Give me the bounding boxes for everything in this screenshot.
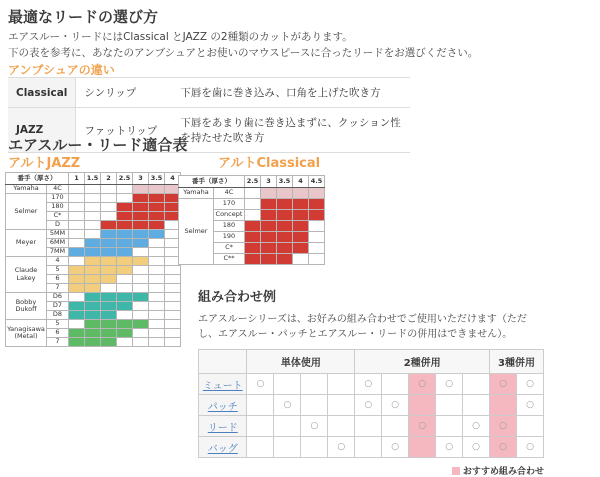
model-cell: 5MM <box>47 230 69 239</box>
compat-empty-cell <box>149 266 165 275</box>
combo-row-label-cell <box>199 395 247 416</box>
compat-empty-cell <box>69 203 85 212</box>
compat-filled-cell <box>245 243 261 254</box>
combo-empty-cell <box>328 395 355 416</box>
combo-empty-cell <box>247 395 274 416</box>
compat-empty-cell <box>69 221 85 230</box>
combo-group-header: 単体使用 <box>247 350 355 374</box>
compat-header-row <box>179 176 325 188</box>
compat-filled-cell <box>85 248 101 257</box>
compat-empty-cell <box>149 239 165 248</box>
availability-mark-cell: ○ <box>247 374 274 395</box>
compat-empty-cell <box>117 338 133 347</box>
combination-section <box>198 286 544 477</box>
compat-filled-cell <box>117 203 133 212</box>
compat-filled-cell <box>101 275 117 284</box>
combo-empty-cell <box>436 416 463 437</box>
combo-empty-cell <box>463 374 490 395</box>
compat-filled-cell <box>117 248 133 257</box>
brand-cell: Yamaha <box>6 185 47 194</box>
combo-row <box>199 437 544 458</box>
compat-filled-cell <box>85 284 101 293</box>
compat-filled-cell <box>277 199 293 210</box>
style-name-cell: JAZZ <box>8 108 76 153</box>
compat-filled-cell <box>117 293 133 302</box>
compat-filled-cell <box>133 230 149 239</box>
compat-filled-cell <box>69 311 85 320</box>
compat-filled-cell <box>261 232 277 243</box>
model-cell: 170 <box>47 194 69 203</box>
compat-filled-cell <box>149 230 165 239</box>
compat-filled-cell <box>117 239 133 248</box>
compat-empty-cell <box>309 221 325 232</box>
compat-empty-cell <box>69 320 85 329</box>
compat-empty-cell <box>101 185 117 194</box>
compat-empty-cell <box>133 338 149 347</box>
compat-filled-cell <box>293 243 309 254</box>
compat-row <box>6 320 181 329</box>
combo-row-link[interactable]: リード <box>207 422 238 434</box>
model-cell: C* <box>214 243 245 254</box>
compat-empty-cell <box>309 254 325 265</box>
compat-empty-cell <box>69 185 85 194</box>
compat-empty-cell <box>149 302 165 311</box>
compat-empty-cell <box>149 248 165 257</box>
intro-text <box>8 30 478 62</box>
strength-column-header: 3 <box>261 176 277 188</box>
compat-filled-cell <box>85 311 101 320</box>
compat-empty-cell <box>133 248 149 257</box>
compat-filled-cell <box>117 302 133 311</box>
alto-jazz-heading: アルトJAZZ <box>8 156 81 171</box>
compat-empty-cell <box>165 338 181 347</box>
combo-empty-cell <box>355 437 382 458</box>
compat-filled-cell <box>133 185 149 194</box>
compat-empty-cell <box>165 275 181 284</box>
compat-filled-cell <box>293 221 309 232</box>
compat-filled-cell <box>133 257 149 266</box>
compat-filled-cell <box>101 266 117 275</box>
compat-filled-cell <box>277 221 293 232</box>
combo-empty-cell <box>247 416 274 437</box>
compat-empty-cell <box>165 320 181 329</box>
combination-heading: 組み合わせ例 <box>198 290 277 305</box>
brand-cell: Yamaha <box>179 188 214 199</box>
compat-empty-cell <box>101 203 117 212</box>
legend <box>198 464 544 477</box>
availability-mark-cell: ○ <box>517 395 544 416</box>
combo-empty-cell <box>301 437 328 458</box>
compat-filled-cell <box>261 243 277 254</box>
compat-filled-cell <box>261 221 277 232</box>
description-cell: 下唇をあまり歯に巻き込まずに、クッション性を持たせた吹き方 <box>172 108 410 153</box>
compat-filled-cell <box>261 188 277 199</box>
recommended-swatch <box>452 467 460 475</box>
legend-label: おすすめ組み合わせ <box>462 467 544 477</box>
model-cell: 4C <box>47 185 69 194</box>
compat-filled-cell <box>133 203 149 212</box>
compat-filled-cell <box>261 199 277 210</box>
compat-filled-cell <box>85 275 101 284</box>
compat-filled-cell <box>117 230 133 239</box>
combo-row-label-cell <box>199 416 247 437</box>
compat-filled-cell <box>69 302 85 311</box>
compat-header-row <box>6 173 181 185</box>
compat-empty-cell <box>133 302 149 311</box>
compat-empty-cell <box>149 293 165 302</box>
model-cell: 4C <box>214 188 245 199</box>
compat-header <box>179 176 325 188</box>
compat-filled-cell <box>133 239 149 248</box>
availability-mark-cell: ○ <box>409 374 436 395</box>
compat-empty-cell <box>149 311 165 320</box>
strength-column-header: 2 <box>101 173 117 185</box>
availability-mark-cell: ○ <box>301 416 328 437</box>
compat-empty-cell <box>309 232 325 243</box>
alto-classical-heading: アルトClassical <box>218 156 321 171</box>
compat-filled-cell <box>117 329 133 338</box>
compat-empty-cell <box>117 194 133 203</box>
availability-mark-cell: ○ <box>382 395 409 416</box>
compat-filled-cell <box>69 329 85 338</box>
compat-filled-cell <box>117 257 133 266</box>
compat-filled-cell <box>245 232 261 243</box>
compat-empty-cell <box>149 284 165 293</box>
combo-row-link[interactable]: パッチ <box>207 401 238 413</box>
brand-cell: Claude Lakey <box>6 257 47 293</box>
compat-empty-cell <box>133 311 149 320</box>
availability-mark-cell: ○ <box>274 395 301 416</box>
availability-mark-cell: ○ <box>463 416 490 437</box>
compat-filled-cell <box>85 257 101 266</box>
compat-empty-cell <box>245 199 261 210</box>
model-cell: D7 <box>47 302 69 311</box>
compat-filled-cell <box>245 221 261 232</box>
combination-note: エアスルーシリーズは、お好みの組み合わせでご使用いただけます（ただし、エアスルー・パッチとエアスルー・リードの併用はできません）。 <box>198 314 527 340</box>
model-cell: 7 <box>47 338 69 347</box>
compat-filled-cell <box>85 302 101 311</box>
availability-mark-cell: ○ <box>463 437 490 458</box>
compat-filled-cell <box>85 320 101 329</box>
compat-filled-cell <box>245 254 261 265</box>
description-cell: 下唇を歯に巻き込み、口角を上げた吹き方 <box>172 78 410 108</box>
compat-filled-cell <box>149 221 165 230</box>
strength-column-header: 4 <box>165 173 181 185</box>
availability-mark-cell: ○ <box>490 437 517 458</box>
strength-column-header: 3.5 <box>149 173 165 185</box>
compat-filled-cell <box>101 311 117 320</box>
model-cell: 6 <box>47 329 69 338</box>
combo-empty-cell <box>328 416 355 437</box>
compat-filled-cell <box>277 243 293 254</box>
compat-empty-cell <box>85 194 101 203</box>
model-cell: 180 <box>214 221 245 232</box>
compat-corner-header: 番手（厚さ） <box>179 176 245 188</box>
compat-filled-cell <box>101 338 117 347</box>
compat-filled-cell <box>117 320 133 329</box>
compat-filled-cell <box>277 254 293 265</box>
compat-empty-cell <box>69 212 85 221</box>
strength-column-header: 4 <box>293 176 309 188</box>
availability-mark-cell: ○ <box>490 374 517 395</box>
strength-column-header: 1 <box>69 173 85 185</box>
compat-filled-cell <box>69 284 85 293</box>
compat-empty-cell <box>85 203 101 212</box>
combo-empty-cell <box>328 374 355 395</box>
compat-filled-cell <box>101 221 117 230</box>
lip-type-cell: シンリップ <box>76 78 173 108</box>
combo-empty-cell <box>382 416 409 437</box>
compat-empty-cell <box>165 293 181 302</box>
compat-empty-cell <box>149 338 165 347</box>
intro-line-2: 下の表を参考に、あなたのアンブシュアとお使いのマウスピースに合ったリードをお選びください。 <box>8 46 479 59</box>
combo-empty-cell <box>517 416 544 437</box>
combo-row-label-cell <box>199 437 247 458</box>
combo-header-row <box>199 350 544 374</box>
brand-cell: Selmer <box>179 199 214 265</box>
model-cell: C** <box>214 254 245 265</box>
compat-empty-cell <box>149 275 165 284</box>
model-cell: 7 <box>47 284 69 293</box>
strength-column-header: 2.5 <box>245 176 261 188</box>
compat-empty-cell <box>69 239 85 248</box>
compat-filled-cell <box>133 194 149 203</box>
compat-filled-cell <box>149 194 165 203</box>
brand-cell: Yanagisawa (Metal) <box>6 320 47 347</box>
alto-jazz-compatibility-table <box>5 172 181 347</box>
strength-column-header: 3.5 <box>277 176 293 188</box>
combo-empty-cell <box>274 374 301 395</box>
compat-filled-cell <box>101 230 117 239</box>
availability-mark-cell: ○ <box>517 374 544 395</box>
compat-filled-cell <box>149 185 165 194</box>
compat-empty-cell <box>133 284 149 293</box>
brand-cell: Meyer <box>6 230 47 257</box>
compat-empty-cell <box>133 266 149 275</box>
compat-empty-cell <box>85 230 101 239</box>
compat-empty-cell <box>309 243 325 254</box>
compat-empty-cell <box>117 284 133 293</box>
availability-mark-cell: ○ <box>328 437 355 458</box>
compat-empty-cell <box>149 257 165 266</box>
compat-empty-cell <box>69 194 85 203</box>
compat-empty-cell <box>165 329 181 338</box>
embouchure-heading: アンブシュアの違い <box>8 63 115 77</box>
compat-header <box>6 173 181 185</box>
intro-line-1: エアスルー・リードにはClassical とJAZZ の2種類のカットがあります。 <box>8 31 353 43</box>
compat-filled-cell <box>293 199 309 210</box>
compat-filled-cell <box>277 210 293 221</box>
combo-row <box>199 395 544 416</box>
compat-empty-cell <box>293 254 309 265</box>
compat-corner-header: 番手（厚さ） <box>6 173 69 185</box>
embouchure-row-classical <box>8 78 410 108</box>
compat-filled-cell <box>277 232 293 243</box>
compat-empty-cell <box>85 212 101 221</box>
availability-mark-cell: ○ <box>355 395 382 416</box>
compat-filled-cell <box>69 266 85 275</box>
strength-column-header: 1.5 <box>85 173 101 185</box>
compat-filled-cell <box>309 210 325 221</box>
combo-row <box>199 416 544 437</box>
page-title: 最適なリードの選び方 <box>8 8 159 26</box>
compat-filled-cell <box>85 266 101 275</box>
compatibility-section-title: エアスルー・リード適合表 <box>8 136 188 154</box>
compat-empty-cell <box>85 185 101 194</box>
compat-row <box>6 293 181 302</box>
compat-empty-cell <box>133 329 149 338</box>
model-cell: Concept <box>214 210 245 221</box>
compat-filled-cell <box>293 188 309 199</box>
compat-empty-cell <box>117 275 133 284</box>
combo-empty-cell <box>463 395 490 416</box>
compat-empty-cell <box>69 230 85 239</box>
combo-empty-cell <box>247 437 274 458</box>
compat-filled-cell <box>117 212 133 221</box>
compat-filled-cell <box>85 293 101 302</box>
brand-cell: Bobby Dukoff <box>6 293 47 320</box>
compat-empty-cell <box>245 210 261 221</box>
compat-filled-cell <box>69 275 85 284</box>
compat-row <box>179 199 325 210</box>
compat-empty-cell <box>165 284 181 293</box>
combo-row <box>199 374 544 395</box>
compat-filled-cell <box>85 329 101 338</box>
model-cell: 4 <box>47 257 69 266</box>
compat-filled-cell <box>85 338 101 347</box>
combo-row-link[interactable]: ミュート <box>202 380 243 392</box>
model-cell: 7MM <box>47 248 69 257</box>
combo-group-header: 2種併用 <box>355 350 490 374</box>
compat-filled-cell <box>101 248 117 257</box>
availability-mark-cell: ○ <box>436 374 463 395</box>
compat-filled-cell <box>309 199 325 210</box>
model-cell: 190 <box>214 232 245 243</box>
compat-empty-cell <box>165 266 181 275</box>
model-cell: 170 <box>214 199 245 210</box>
model-cell: 5 <box>47 320 69 329</box>
alto-classical-compatibility-table <box>178 175 325 265</box>
combo-empty-cell <box>301 374 328 395</box>
model-cell: D8 <box>47 311 69 320</box>
compat-empty-cell <box>245 188 261 199</box>
combo-empty-cell <box>409 395 436 416</box>
combo-group-header: 3種併用 <box>490 350 544 374</box>
compat-empty-cell <box>101 194 117 203</box>
model-cell: 6 <box>47 275 69 284</box>
strength-column-header: 4.5 <box>309 176 325 188</box>
model-cell: D6 <box>47 293 69 302</box>
combo-empty-cell <box>274 437 301 458</box>
model-cell: 5 <box>47 266 69 275</box>
compat-empty-cell <box>117 185 133 194</box>
strength-column-header: 2.5 <box>117 173 133 185</box>
compat-empty-cell <box>101 212 117 221</box>
availability-mark-cell: ○ <box>490 416 517 437</box>
compat-filled-cell <box>117 221 133 230</box>
model-cell: 6MM <box>47 239 69 248</box>
availability-mark-cell: ○ <box>409 416 436 437</box>
compat-row <box>6 194 181 203</box>
compat-filled-cell <box>133 320 149 329</box>
compat-row <box>6 185 181 194</box>
compat-filled-cell <box>149 203 165 212</box>
model-cell: D <box>47 221 69 230</box>
compat-filled-cell <box>261 210 277 221</box>
compat-filled-cell <box>69 338 85 347</box>
combo-empty-cell <box>382 374 409 395</box>
compat-filled-cell <box>293 210 309 221</box>
combination-table <box>198 349 544 458</box>
combo-row-label-cell <box>199 374 247 395</box>
compat-row <box>179 188 325 199</box>
compat-filled-cell <box>133 221 149 230</box>
compat-empty-cell <box>69 293 85 302</box>
combo-empty-cell <box>490 395 517 416</box>
compat-filled-cell <box>117 266 133 275</box>
compat-filled-cell <box>101 329 117 338</box>
compat-row <box>6 230 181 239</box>
availability-mark-cell: ○ <box>355 374 382 395</box>
compat-filled-cell <box>309 188 325 199</box>
compat-filled-cell <box>69 248 85 257</box>
compat-empty-cell <box>117 311 133 320</box>
model-cell: C* <box>47 212 69 221</box>
compat-filled-cell <box>261 254 277 265</box>
style-name-cell: Classical <box>8 78 76 108</box>
compat-filled-cell <box>277 188 293 199</box>
brand-cell: Selmer <box>6 194 47 230</box>
combo-empty-cell <box>409 437 436 458</box>
compat-filled-cell <box>85 239 101 248</box>
combo-empty-cell <box>274 416 301 437</box>
availability-mark-cell: ○ <box>517 437 544 458</box>
compat-empty-cell <box>85 221 101 230</box>
compat-empty-cell <box>165 311 181 320</box>
compat-filled-cell <box>101 239 117 248</box>
compat-filled-cell <box>101 293 117 302</box>
compat-filled-cell <box>101 320 117 329</box>
combo-corner-cell <box>199 350 247 374</box>
lip-type-cell: ファットリップ <box>76 108 173 153</box>
combo-empty-cell <box>436 395 463 416</box>
compat-empty-cell <box>69 257 85 266</box>
compat-filled-cell <box>133 293 149 302</box>
availability-mark-cell: ○ <box>436 437 463 458</box>
compat-empty-cell <box>101 284 117 293</box>
compat-filled-cell <box>101 302 117 311</box>
compat-row <box>6 257 181 266</box>
combo-empty-cell <box>355 416 382 437</box>
compat-empty-cell <box>149 329 165 338</box>
strength-column-header: 3 <box>133 173 149 185</box>
compat-filled-cell <box>149 212 165 221</box>
compat-empty-cell <box>133 275 149 284</box>
availability-mark-cell: ○ <box>382 437 409 458</box>
model-cell: 180 <box>47 203 69 212</box>
compat-empty-cell <box>149 320 165 329</box>
combo-row-link[interactable]: バッグ <box>207 443 238 455</box>
combo-empty-cell <box>301 395 328 416</box>
compat-filled-cell <box>101 257 117 266</box>
compat-filled-cell <box>293 232 309 243</box>
compat-empty-cell <box>165 302 181 311</box>
compat-filled-cell <box>133 212 149 221</box>
